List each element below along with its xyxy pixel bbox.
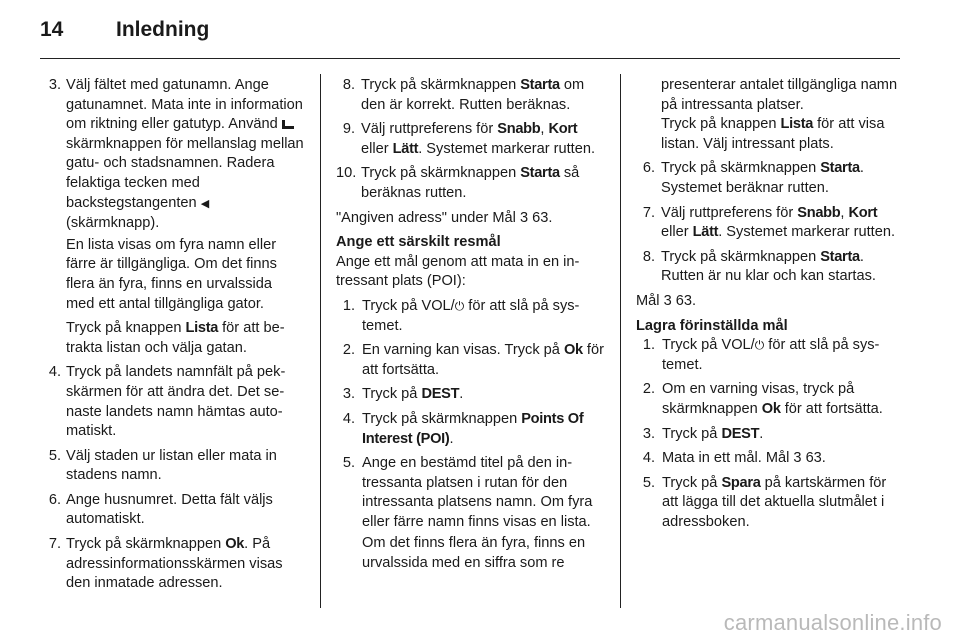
list-number: 8. <box>342 77 355 93</box>
list-item: 7. Tryck på skärmknappen Ok. På adressinformationsskärmen visas den inmatade adressen. <box>42 535 304 594</box>
column-divider <box>620 74 621 608</box>
space-icon <box>282 120 294 129</box>
section-heading: Lagra förinställda mål <box>636 317 788 334</box>
list-item: 6. Tryck på skärmknappen Starta. Systemet beräknar rutten. <box>636 159 902 198</box>
power-icon: ⏻ <box>754 338 765 353</box>
column-3 <box>636 76 902 537</box>
list-item: 5. Välj staden ur listan eller mata in stadens namn. <box>42 447 304 486</box>
list-item: 8. Tryck på skärmknappen Starta. Rutten är nu klar och kan startas. <box>636 248 902 287</box>
list-number: 5. <box>342 455 355 472</box>
list-number: 6. <box>48 491 61 508</box>
list-item: 8. Tryck på skärmknappen Starta om den är korrekt. Rutten beräknas. <box>336 76 604 115</box>
list-number: 5. <box>642 474 655 491</box>
list-number: 1. <box>342 297 355 314</box>
power-icon: ⏻ <box>454 298 465 313</box>
cross-reference: Mål 3 63. <box>636 292 902 312</box>
reference-arrow-icon: 3 <box>663 292 672 309</box>
paragraph: Ange ett mål genom att mata in en intressant plats (POI): <box>336 253 580 290</box>
list-item: 3. Välj fältet med gatunamn. Ange gatunamnet. Mata inte in information om riktning eller gatutyp. Använd skärmknappen för mellanslag mellan gatu- och stadsnamnen. Radera felaktiga tecken med backstegstangenten ◀ (skärmknapp). En lista visas om fyra namn eller färre är tillgängliga. Om det finns flera än fyra, finns en urvalssida med ett antal tillgängliga gator. Tryck på knappen Lista för att betrakta listan och välja gatan. <box>42 76 304 358</box>
section-heading: Ange ett särskilt resmål <box>336 234 501 251</box>
page-title: Inledning <box>116 18 210 41</box>
reference-arrow-icon: 3 <box>793 450 802 467</box>
column-divider <box>320 74 321 608</box>
column-2 <box>336 76 604 579</box>
paragraph: Om det finns flera än fyra, finns en urvalssida med en siffra som re <box>362 535 586 572</box>
list-item: 1. Tryck på VOL/⏻ för att slå på systemet. <box>336 297 604 336</box>
list-item: 2. Om en varning visas, tryck på skärmknappen Ok för att fortsätta. <box>636 380 902 419</box>
page-number: 14 <box>40 18 64 41</box>
list-item: 10. Tryck på skärmknappen Starta så beräknas rutten. <box>336 165 580 201</box>
header-rule <box>40 58 900 59</box>
list-item: 4. Tryck på landets namnfält på pekskärmen för att ändra det. Det senaste landets namn hämtas automatiskt. <box>42 363 304 441</box>
watermark: carmanualsonline.info <box>723 610 942 635</box>
list-number: 3. <box>48 77 61 93</box>
list-item: 2. En varning kan visas. Tryck på Ok för att fortsätta. <box>336 341 604 380</box>
list-number: 3. <box>342 386 355 403</box>
list-number: 4. <box>342 410 355 427</box>
list-number: 5. <box>48 447 61 464</box>
list-item: 4. Tryck på skärmknappen Points Of Interest (POI). <box>336 410 604 449</box>
list-number: 1. <box>642 337 655 354</box>
paragraph: Tryck på knappen Lista för att betrakta listan och välja gatan. <box>66 320 285 356</box>
list-item: 5. Ange en bestämd titel på den intressanta platsen i rutan för den intressanta platsens namn. Om fyra eller färre namn finns visas en lista. Om det finns flera än fyra, finns en urvalssida med en siffra som re <box>336 454 604 574</box>
list-number: 7. <box>642 204 655 221</box>
page-header <box>0 0 960 62</box>
list-item: 3. Tryck på DEST. <box>336 385 604 405</box>
continued-text: presenterar antalet tillgängliga namn på intressanta platser. Tryck på knappen Lista för att visa listan. Välj intressant plats. <box>661 77 898 152</box>
list-item: 1. Tryck på VOL/⏻ för att slå på systemet. <box>636 336 902 375</box>
list-item: 7. Välj ruttpreferens för Snabb, Kort eller Lätt. Systemet markerar rutten. <box>636 204 902 243</box>
list-number: 3. <box>642 425 655 442</box>
reference-arrow-icon: 3 <box>519 209 529 226</box>
list-item: 5. Tryck på Spara på kartskärmen för att lägga till det aktuella slutmålet i adressboken. <box>636 474 902 533</box>
list-number: 8. <box>642 248 655 265</box>
list-item: 9. Välj ruttpreferens för Snabb, Kort eller Lätt. Systemet markerar rutten. <box>336 120 604 159</box>
column-1 <box>42 76 304 599</box>
list-number: 9. <box>342 121 355 138</box>
list-number: 4. <box>642 450 655 467</box>
list-item: 3. Tryck på DEST. <box>636 425 902 445</box>
list-number: 2. <box>642 381 655 398</box>
list-number: 4. <box>48 364 61 381</box>
list-number: 6. <box>642 160 655 177</box>
backspace-arrow-icon: ◀ <box>200 197 210 210</box>
list-item: 4. Mata in ett mål. Mål 3 63. <box>636 449 902 469</box>
list-number: 7. <box>48 536 61 553</box>
paragraph: En lista visas om fyra namn eller färre är tillgängliga. Om det finns flera än fyra, finns en urvalssida med ett antal tillgängliga gator. <box>66 236 277 312</box>
cross-reference: "Angiven adress" under Mål 3 63. <box>336 209 604 229</box>
list-item: 6. Ange husnumret. Detta fält väljs automatiskt. <box>42 491 304 530</box>
list-number: 10. <box>336 165 357 182</box>
list-number: 2. <box>342 342 355 359</box>
